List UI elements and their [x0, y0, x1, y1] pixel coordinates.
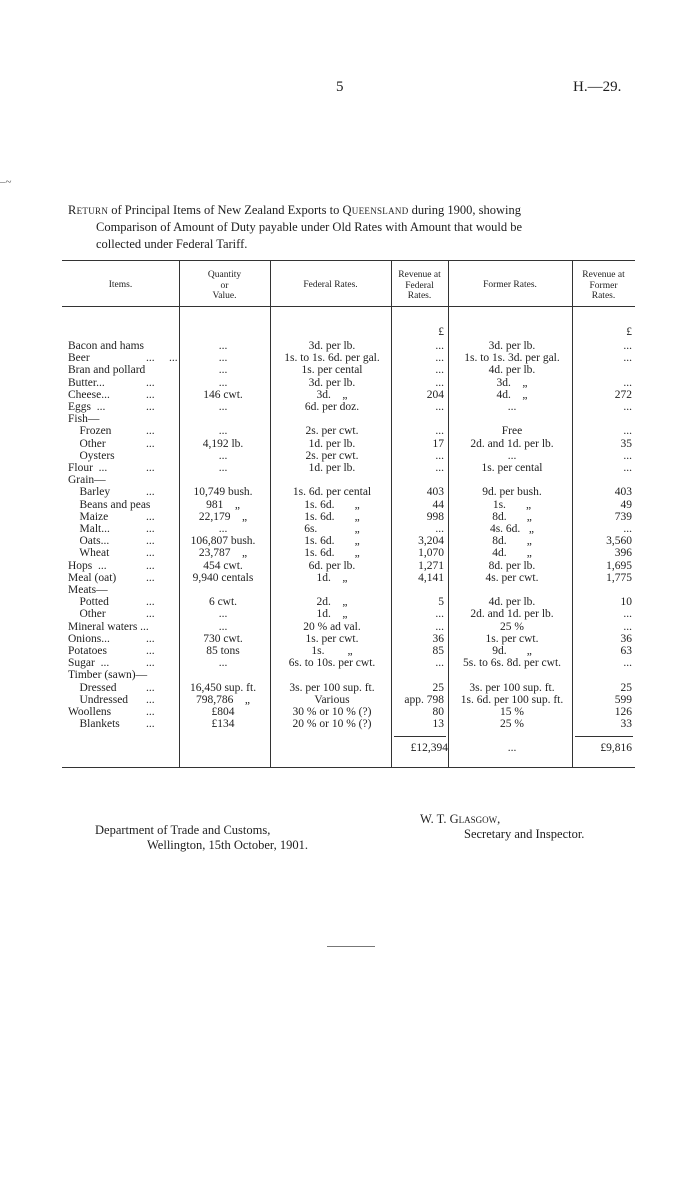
document-reference: H.—29.: [573, 79, 622, 95]
heading-text-a: of Principal Items of New Zealand Exports to: [111, 203, 340, 217]
cell-for: 9d. „: [492, 645, 532, 657]
cell-rfed: ...: [435, 449, 444, 462]
cell-rfor: ...: [623, 425, 632, 438]
cell-rfor: ...: [623, 401, 632, 413]
cell-for: 1s. to 1s. 3d. per gal.: [464, 352, 560, 365]
cell-leader-dots: ...: [146, 693, 155, 706]
cell-rfor: ...: [623, 620, 632, 633]
table-row: [62, 535, 635, 547]
cell-for: 5s. to 6s. 8d. per cwt.: [462, 657, 562, 670]
cell-fed: 1d. per lb.: [308, 437, 356, 450]
cell-fed: Various: [314, 693, 350, 706]
cell-qty: 146 cwt.: [203, 388, 243, 401]
table-row: [62, 377, 635, 389]
cell-item: Blankets: [68, 718, 120, 731]
cell-rfed: 3,204: [418, 535, 444, 548]
table-row: [62, 340, 635, 352]
cell-leader-dots: ...: [146, 706, 155, 718]
cell-qty: 4,192 lb.: [202, 437, 244, 450]
cell-item: Meats—: [68, 584, 108, 596]
cell-leader-dots: ...: [146, 559, 155, 572]
cell-rfed: ...: [435, 364, 444, 377]
cell-leader-dots: ...: [146, 376, 155, 389]
cell-leader-dots: ...: [146, 437, 155, 450]
cell-item: Sugar ...: [68, 657, 110, 670]
cell-item: Potatoes: [68, 645, 107, 657]
cell-item: Maize: [68, 510, 109, 523]
cell-qty: ...: [218, 352, 228, 365]
table-row: [62, 596, 635, 608]
cell-fed: 20 % ad val.: [303, 620, 361, 633]
cell-leader-dots: ...: [146, 535, 155, 548]
cell-leader-dots: ...: [146, 632, 155, 645]
cell-item: Bran and pollard: [68, 364, 146, 377]
total-rule-federal: [394, 736, 446, 737]
department-date-line: Wellington, 15th October, 1901.: [147, 838, 308, 852]
cell-leader-dots: ...: [146, 401, 155, 413]
cell-fed: 1d. per lb.: [308, 462, 356, 474]
header-revenue-former-line: Former: [589, 280, 618, 291]
header-federal-rates: Federal Rates.: [303, 280, 358, 290]
cell-fed: 30 % or 10 % (?): [292, 706, 372, 718]
table-row: [62, 438, 635, 450]
cell-rfed: 13: [432, 718, 444, 731]
header-quantity-line: Value.: [212, 291, 237, 301]
currency-row: [62, 326, 635, 338]
cell-for: 2d. and 1d. per lb.: [470, 437, 554, 450]
cell-fed: 6s. „: [304, 523, 360, 535]
header-revenue-former-line: Rates.: [591, 291, 616, 301]
signatory-block: [420, 812, 584, 842]
cell-qty: ...: [218, 425, 228, 438]
cell-rfed: 1,070: [418, 547, 444, 560]
cell-leader-dots: ...: [146, 645, 155, 657]
cell-for: 4s. 6d. „: [489, 523, 535, 535]
cell-fed: 1s. 6d. „: [304, 547, 360, 560]
cell-for: 25 %: [500, 718, 524, 731]
cell-rfor: 36: [620, 632, 632, 645]
cell-item: Potted: [68, 596, 109, 609]
cell-qty: ...: [218, 376, 228, 389]
cell-rfor: 33: [620, 718, 632, 731]
cell-for: Free: [501, 425, 523, 438]
cell-for: 8d. per lb.: [488, 559, 536, 572]
cell-for: 8d. „: [492, 510, 532, 523]
cell-fed: 2s. per cwt.: [305, 425, 359, 438]
cell-qty: ...: [218, 523, 228, 535]
cell-item: Beer: [68, 352, 90, 365]
cell-for: 15 %: [500, 706, 524, 718]
heading-destination: Queensland: [342, 203, 409, 217]
header-revenue-former: [572, 270, 635, 302]
cell-qty: ...: [218, 401, 228, 413]
cell-fed: 20 % or 10 % (?): [292, 718, 372, 731]
table-row: [62, 425, 635, 437]
cell-rfed: 5: [438, 596, 444, 609]
header-bottom-rule: [62, 306, 635, 307]
cell-rfor: 599: [614, 693, 632, 706]
cell-rfed: 85: [432, 645, 444, 657]
cell-rfor: 1,775: [606, 571, 632, 584]
table-row: [62, 657, 635, 669]
cell-qty: 981 „: [206, 498, 240, 511]
cell-rfed: ...: [435, 620, 444, 633]
cell-fed: 3d. per lb.: [308, 376, 356, 389]
cell-for: ...: [507, 449, 517, 462]
cell-item: Mineral waters ...: [68, 620, 149, 633]
cell-rfed: ...: [435, 352, 444, 365]
cell-for: 3d. „: [496, 376, 528, 389]
cell-item: Oats...: [68, 535, 110, 548]
table-row: [62, 413, 635, 425]
cell-rfor: 272: [614, 388, 632, 401]
cell-rfor: ...: [623, 449, 632, 462]
cell-rfor: ...: [623, 340, 632, 352]
cell-rfor: 10: [620, 596, 632, 609]
cell-leader-dots: ...: [146, 681, 155, 694]
page-number: 5: [336, 79, 344, 95]
table-row: [62, 645, 635, 657]
total-former: £9,816: [600, 742, 632, 754]
cell-rfed: ...: [435, 401, 444, 413]
table-row: [62, 694, 635, 706]
cell-fed: 1s. per cental: [301, 364, 363, 377]
cell-rfor: ...: [623, 657, 632, 670]
cell-item: Other: [68, 608, 106, 621]
cell-leader-dots: ...: [146, 425, 155, 438]
table-row: [62, 718, 635, 730]
cell-rfor: ...: [623, 462, 632, 474]
table-heading: [68, 202, 638, 253]
cell-for: 9d. per bush.: [482, 486, 542, 499]
cell-item: Beans and peas: [68, 498, 151, 511]
table-row: [62, 669, 635, 681]
cell-rfor: 35: [620, 437, 632, 450]
cell-fed: 1s. to 1s. 6d. per gal.: [284, 352, 380, 365]
cell-fed: 3d. „: [316, 388, 348, 401]
header-revenue-federal-line: Revenue at: [398, 270, 441, 280]
cell-for: 4s. per cwt.: [485, 571, 539, 584]
heading-line-2: Comparison of Amount of Duty payable under Old Rates with Amount that would be: [96, 220, 522, 234]
table-row: [62, 462, 635, 474]
cell-rfed: 44: [432, 498, 444, 511]
cell-qty: ...: [218, 364, 228, 377]
cell-for: 1s. „: [492, 498, 532, 511]
cell-qty: ...: [218, 449, 228, 462]
header-quantity: [179, 270, 270, 302]
cell-fed: 1s. per cwt.: [305, 632, 359, 645]
cell-for: 4d. per lb.: [488, 596, 536, 609]
cell-item: Butter...: [68, 376, 105, 389]
total-former-placeholder: ...: [507, 742, 517, 754]
cell-rfed: 998: [426, 510, 444, 523]
cell-item: Other: [68, 437, 106, 450]
table-row: [62, 608, 635, 620]
cell-item: Fish—: [68, 413, 100, 426]
cell-fed: 6s. to 10s. per cwt.: [288, 657, 376, 670]
department-line: Department of Trade and Customs,: [95, 823, 271, 837]
cell-qty: 10,749 bush.: [193, 486, 253, 499]
cell-leader-dots: ...: [146, 388, 155, 401]
cell-qty: 730 cwt.: [203, 632, 243, 645]
cell-qty: ...: [218, 340, 228, 352]
table-row: [62, 352, 635, 364]
header-quantity-line: or: [220, 280, 229, 291]
cell-rfor: 126: [614, 706, 632, 718]
cell-for: 4d. „: [496, 388, 528, 401]
cell-fed: 1d. „: [316, 571, 348, 584]
table-row: [62, 401, 635, 413]
table-row: [62, 682, 635, 694]
cell-rfor: 396: [614, 547, 632, 560]
cell-rfor: 49: [620, 498, 632, 511]
cell-rfor: 739: [614, 510, 632, 523]
table-top-rule: [62, 260, 635, 261]
cell-rfed: ...: [435, 608, 444, 621]
table-row: [62, 523, 635, 535]
header-revenue-federal-line: Federal: [405, 280, 434, 291]
cell-item: Oysters: [68, 449, 115, 462]
cell-qty: 6 cwt.: [208, 596, 238, 609]
cell-rfed: 4,141: [418, 571, 444, 584]
cell-rfor: ...: [623, 352, 632, 365]
cell-for: 1s. per cwt.: [485, 632, 539, 645]
cell-leader-dots: ...: [146, 596, 155, 609]
cell-rfed: ...: [435, 376, 444, 389]
currency-federal: £: [438, 326, 444, 338]
cell-rfed: ...: [435, 657, 444, 670]
cell-item: Woollens: [68, 706, 112, 718]
cell-rfed: 25: [432, 681, 444, 694]
cell-rfor: 1,695: [606, 559, 632, 572]
cell-item: Hops ...: [68, 559, 107, 572]
cell-leader-dots: ...: [146, 547, 155, 560]
cell-qty: ...: [218, 620, 228, 633]
heading-line-3: collected under Federal Tariff.: [96, 237, 248, 251]
cell-rfed: ...: [435, 425, 444, 438]
cell-rfed: ...: [435, 462, 444, 474]
cell-qty: 106,807 bush.: [190, 535, 256, 548]
table-row: [62, 560, 635, 572]
table-row: [62, 633, 635, 645]
header-former-rates: Former Rates.: [483, 280, 537, 290]
table-row: [62, 450, 635, 462]
cell-rfor: 403: [614, 486, 632, 499]
table-row: [62, 486, 635, 498]
cell-for: 4d. „: [492, 547, 532, 560]
cell-for: 4d. per lb.: [488, 364, 536, 377]
cell-leader-dots: ...: [146, 657, 155, 670]
cell-for: 1s. 6d. per 100 sup. ft.: [460, 693, 564, 706]
cell-fed: 1s. 6d. „: [304, 510, 360, 523]
header-revenue-federal-line: Rates.: [407, 291, 432, 301]
cell-fed: 3d. per lb.: [308, 340, 356, 352]
cell-item: Flour ...: [68, 462, 108, 474]
cell-leader-dots: ...: [146, 486, 155, 499]
table-row: [62, 706, 635, 718]
cell-fed: 1s. 6d. „: [304, 535, 360, 548]
cell-qty: 454 cwt.: [203, 559, 243, 572]
cell-rfed: 36: [432, 632, 444, 645]
cell-item: Eggs ...: [68, 401, 106, 413]
cell-rfed: ...: [435, 340, 444, 352]
cell-item: Meal (oat): [68, 571, 117, 584]
cell-fed: 2d. „: [316, 596, 348, 609]
table-row: [62, 511, 635, 523]
cell-item: Dressed: [68, 681, 117, 694]
cell-leader-dots: ...: [146, 523, 155, 535]
cell-fed: 2s. per cwt.: [305, 449, 359, 462]
cell-qty: £804: [211, 706, 235, 718]
margin-mark: –~: [0, 176, 12, 188]
cell-for: 2d. and 1d. per lb.: [470, 608, 554, 621]
table-row: [62, 572, 635, 584]
totals-row: [62, 742, 635, 754]
header-items: Items.: [108, 280, 133, 290]
cell-qty: 22,179 „: [198, 510, 248, 523]
cell-item: Cheese...: [68, 388, 110, 401]
total-federal: £12,394: [410, 742, 448, 754]
cell-for: ...: [507, 401, 517, 413]
cell-item: Wheat: [68, 547, 110, 560]
header-revenue-federal: [391, 270, 448, 302]
cell-fed: 3s. per 100 sup. ft.: [289, 681, 375, 694]
cell-for: 8d. „: [492, 535, 532, 548]
table-row: [62, 389, 635, 401]
cell-leader-dots: ...: [146, 462, 155, 474]
cell-leader-dots: ...: [146, 718, 155, 731]
table-row: [62, 474, 635, 486]
cell-fed: 1s. „: [311, 645, 353, 657]
cell-qty: ...: [218, 462, 228, 474]
cell-qty: ...: [218, 608, 228, 621]
cell-rfed: 1,271: [418, 559, 444, 572]
cell-qty: 9,940 centals: [192, 571, 254, 584]
heading-text-b: during 1900, showing: [411, 203, 521, 217]
total-rule-former: [575, 736, 633, 737]
cell-rfor: ...: [623, 523, 632, 535]
cell-rfed: 17: [432, 437, 444, 450]
cell-rfor: 63: [620, 645, 632, 657]
cell-rfed: 403: [426, 486, 444, 499]
cell-for: 3d. per lb.: [488, 340, 536, 352]
table-bottom-rule: [62, 767, 635, 768]
cell-rfed: app. 798: [404, 693, 444, 706]
cell-rfor: ...: [623, 608, 632, 621]
cell-item: Barley: [68, 486, 111, 499]
currency-former: £: [626, 326, 632, 338]
heading-return-word: Return: [68, 203, 109, 217]
signatory-name: W. T. Glasgow,: [420, 812, 501, 826]
header-quantity-line: Quantity: [207, 270, 242, 280]
cell-qty: £134: [211, 718, 235, 731]
cell-leader-dots: ...: [146, 571, 155, 584]
cell-fed: 6d. per doz.: [304, 401, 360, 413]
cell-for: 3s. per 100 sup. ft.: [469, 681, 555, 694]
table-row: [62, 499, 635, 511]
table-row: [62, 547, 635, 559]
header-revenue-former-line: Revenue at: [582, 270, 625, 280]
cell-fed: 6d. per lb.: [308, 559, 356, 572]
cell-qty: 23,787 „: [198, 547, 248, 560]
cell-for: 25 %: [500, 620, 524, 633]
cell-rfed: 80: [432, 706, 444, 718]
cell-fed: 1s. 6d. per cental: [292, 486, 372, 499]
cell-rfor: ...: [623, 376, 632, 389]
table-row: [62, 621, 635, 633]
cell-leader-dots: ...: [146, 510, 155, 523]
cell-qty: 16,450 sup. ft.: [189, 681, 257, 694]
cell-fed: 1s. 6d. „: [304, 498, 360, 511]
cell-rfor: 25: [620, 681, 632, 694]
cell-qty: 85 tons: [206, 645, 240, 657]
table-row: [62, 364, 635, 376]
cell-rfed: 204: [426, 388, 444, 401]
cell-rfor: 3,560: [606, 535, 632, 548]
signatory-title: Secretary and Inspector.: [464, 827, 585, 841]
cell-leader-dots: ... ...: [146, 352, 178, 365]
cell-item: Timber (sawn)—: [68, 669, 148, 682]
cell-qty: 798,786 „: [196, 693, 250, 706]
cell-qty: ...: [218, 657, 228, 670]
end-rule: [327, 946, 375, 947]
cell-leader-dots: ...: [146, 608, 155, 621]
department-block: [95, 823, 308, 853]
cell-item: Frozen: [68, 425, 112, 438]
cell-item: Malt...: [68, 523, 110, 535]
cell-item: Onions...: [68, 632, 110, 645]
exports-table: [62, 260, 635, 770]
cell-item: Undressed: [68, 693, 129, 706]
cell-item: Bacon and hams: [68, 340, 145, 352]
cell-for: 1s. per cental: [481, 462, 543, 474]
cell-item: Grain—: [68, 474, 106, 487]
cell-fed: 1d. „: [316, 608, 348, 621]
cell-rfed: ...: [435, 523, 444, 535]
table-row: [62, 584, 635, 596]
